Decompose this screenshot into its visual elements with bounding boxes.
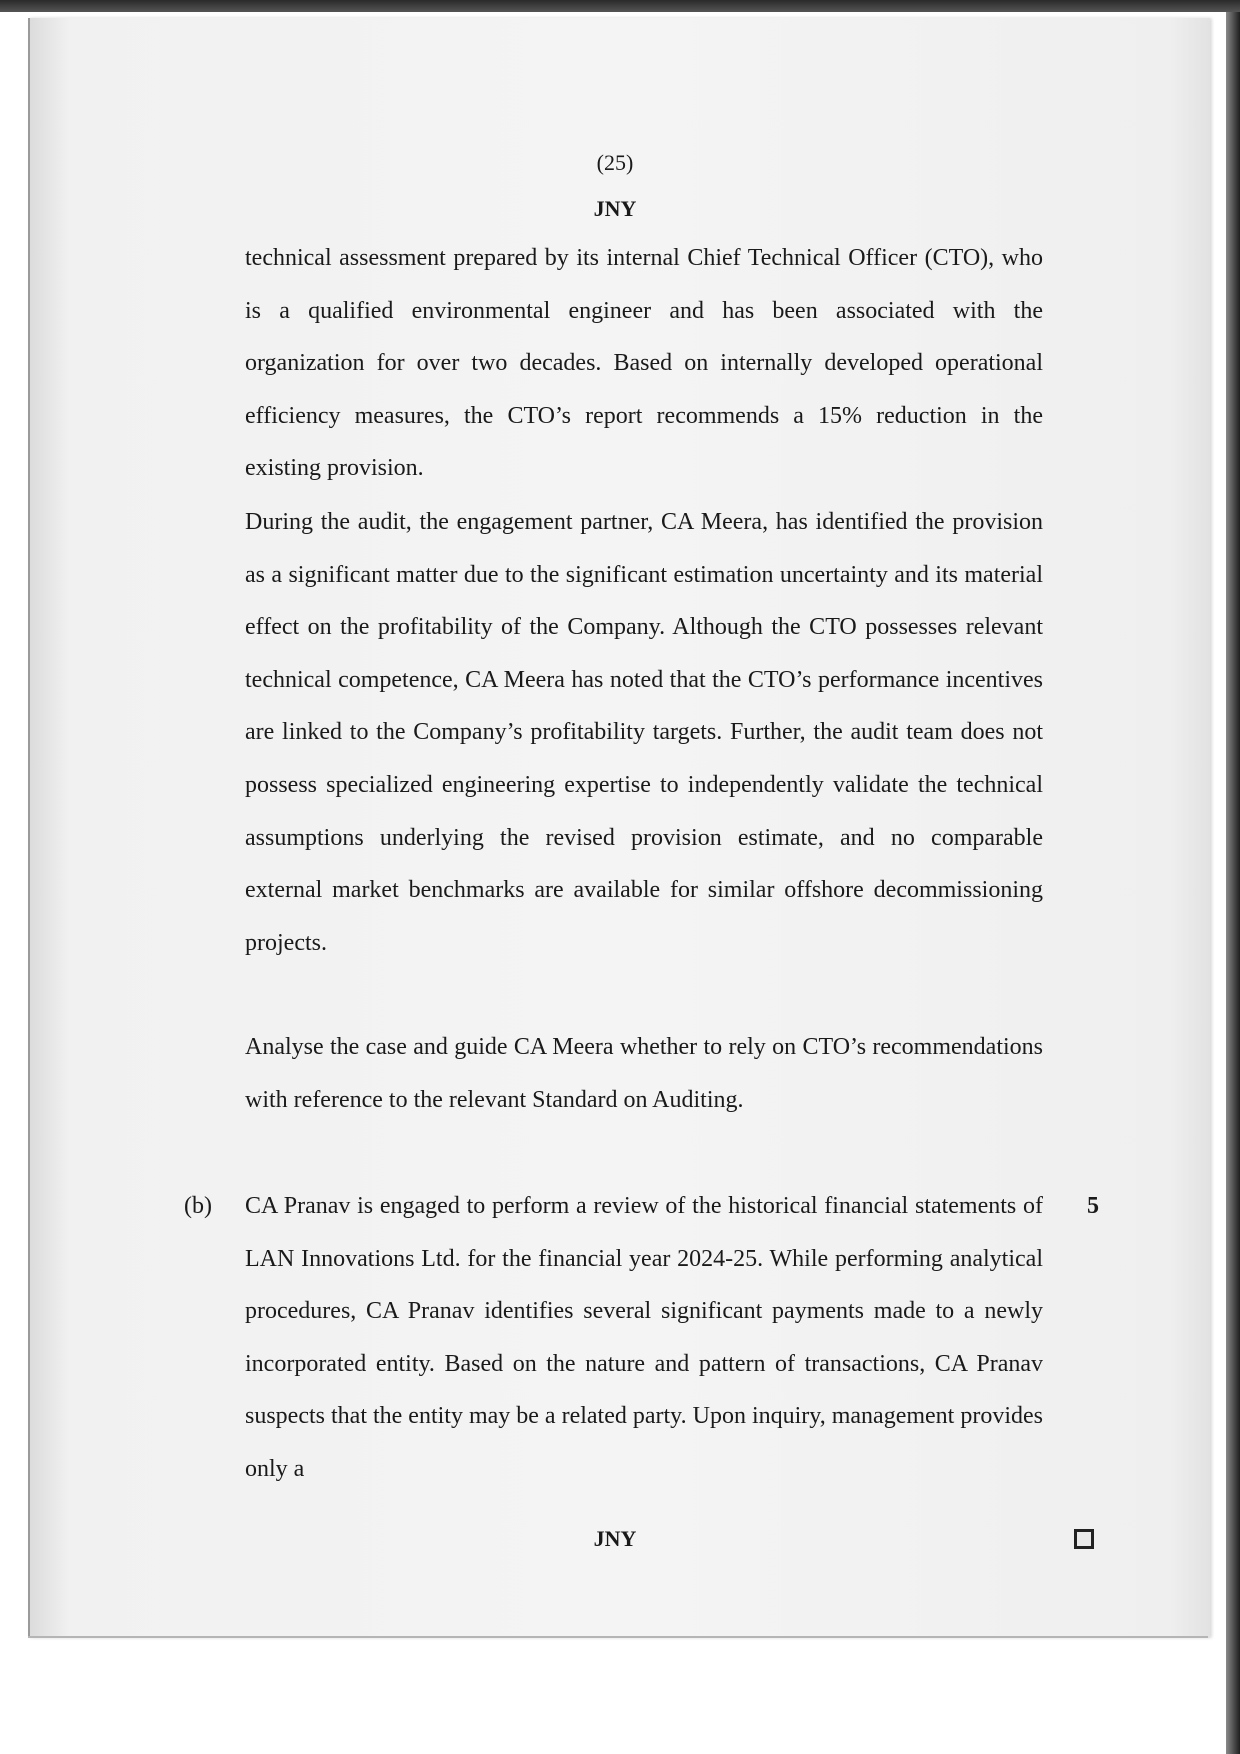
question-b-label: (b)	[184, 1193, 212, 1219]
paragraph-continuation: technical assessment prepared by its internal Chief Technical Officer (CTO), who is a qualified environmental engineer and has been associated with the organization for over two decades. Based on internally developed operational efficiency measures, the CTO’s report recommends a 15% reduction in the existing provision.	[245, 245, 1043, 482]
paper-bottom-edge	[28, 1636, 1208, 1638]
scanner-top-edge	[0, 0, 1240, 12]
question-b-marks: 5	[1087, 1193, 1099, 1219]
exam-page	[28, 18, 1210, 1638]
header-code: JNY	[593, 196, 637, 221]
paragraph-audit-matter: During the audit, the engagement partner, CA Meera, has identified the provision as a significant matter due to the significant estimation uncertainty and its material effect on the profitability of the Company. Although the CTO possesses relevant technical competence, CA Meera has noted that the CTO’s performance incentives are linked to the Company’s profitability targets. Further, the audit team does not possess specialized engineering expertise to independently validate the technical assumptions underlying the revised provision estimate, and no comparable external market benchmarks are available for similar offshore decommissioning projects.	[245, 509, 1043, 956]
footer-code: JNY	[593, 1526, 637, 1551]
paragraph-question-instruction: Analyse the case and guide CA Meera whether to rely on CTO’s recommendations with reference to the relevant Standard on Auditing.	[245, 1034, 1043, 1113]
scanner-right-edge	[1226, 12, 1240, 1754]
page-number: (25)	[596, 150, 634, 175]
corner-square-icon	[1074, 1529, 1094, 1549]
question-b-text: CA Pranav is engaged to perform a review of the historical financial statements of LAN Innovations Ltd. for the financial year 2024-25. While performing analytical procedures, CA Pranav identifies several significant payments made to a newly incorporated entity. Based on the nature and pattern of transactions, CA Pranav suspects that the entity may be a related party. Upon inquiry, management provides only a	[245, 1193, 1043, 1482]
